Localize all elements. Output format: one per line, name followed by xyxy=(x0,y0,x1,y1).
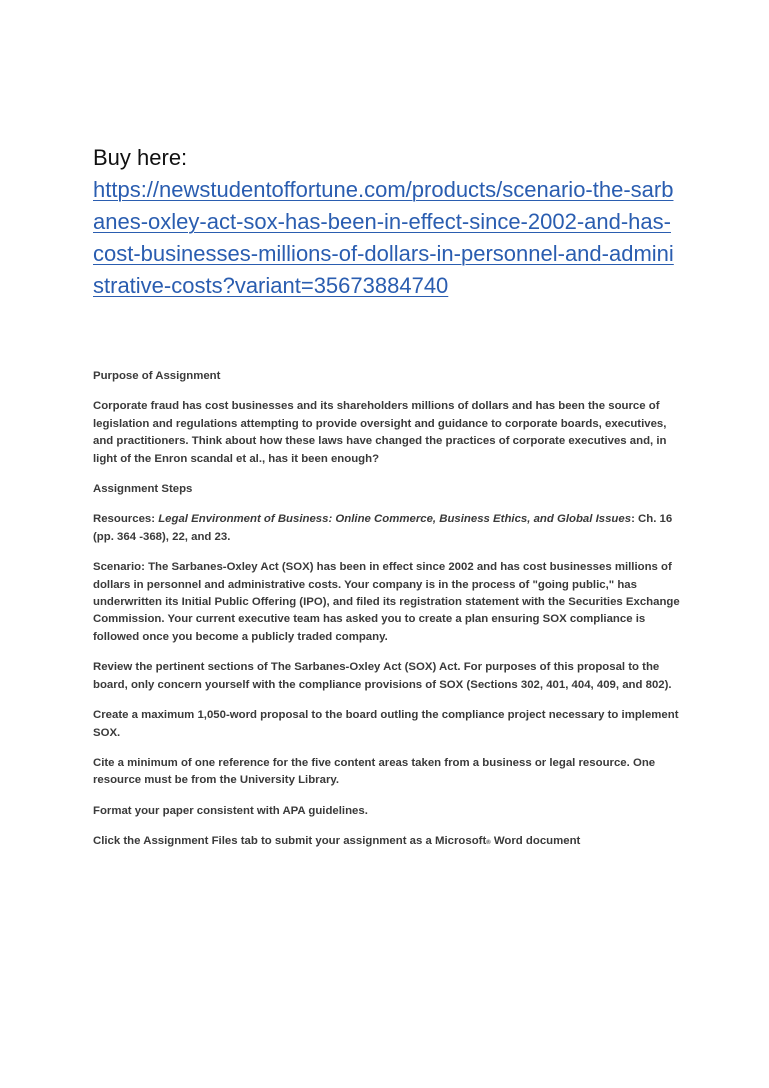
format-paragraph: Format your paper consistent with APA guidelines. xyxy=(93,804,368,817)
buy-label: Buy here: xyxy=(93,145,188,170)
buy-section xyxy=(93,142,693,302)
resources-paragraph xyxy=(93,511,688,546)
cite-paragraph: Cite a minimum of one reference for the five content areas taken from a business or legal resource. One resource must be from the University Library. xyxy=(93,756,656,787)
product-link[interactable]: https://newstudentoffortune.com/products/scenario-the-sarbanes-oxley-act-sox-has-been-in-effect-since-2002-and-has-cost-businesses-millions-of-dollars-in-personnel-and-administrative-costs?variant=35673884740 xyxy=(93,177,674,298)
submit-paragraph xyxy=(93,833,688,852)
resources-book-title: Legal Environment of Business: Online Commerce, Business Ethics, and Global Issues xyxy=(158,513,632,526)
scenario-paragraph: Scenario: The Sarbanes-Oxley Act (SOX) has been in effect since 2002 and has cost businesses millions of dollars in personnel and administrative costs. Your company is in the process of "going public," has underwritten its Initial Public Offering (IPO), and filed its registration statement with the Securities Exchange Commission. Your current executive team has asked you to create a plan ensuring SOX compliance is followed once you become a publicly traded company. xyxy=(93,561,680,643)
submit-text: Click the Assignment Files tab to submit your assignment as a Microsoft xyxy=(93,835,487,848)
create-paragraph: Create a maximum 1,050-word proposal to the board outling the compliance project necessary to implement SOX. xyxy=(93,709,679,739)
purpose-body: Corporate fraud has cost businesses and its shareholders millions of dollars and has been the source of legislation and regulations attempting to provide oversight and guidance to corporate boards, executives, and practitioners. Think about how these laws have changed the practices of corporate executives and, in light of the Enron scandal et al., has it been enough? xyxy=(93,400,667,465)
submit-text-end: Word document xyxy=(490,835,581,848)
registered-mark: ® xyxy=(486,840,491,847)
purpose-heading: Purpose of Assignment xyxy=(93,370,221,382)
resources-chapters: : Ch. 16 (pp. 364 -368), 22, and 23. xyxy=(93,513,673,543)
steps-heading: Assignment Steps xyxy=(93,483,193,496)
assignment-content xyxy=(93,368,688,866)
resources-label: Resources: xyxy=(93,513,159,526)
review-paragraph: Review the pertinent sections of The Sarbanes-Oxley Act (SOX) Act. For purposes of this proposal to the board, only concern yourself with the compliance provisions of SOX (Sections 302, 401, 404, 409, and 802). xyxy=(93,661,672,691)
